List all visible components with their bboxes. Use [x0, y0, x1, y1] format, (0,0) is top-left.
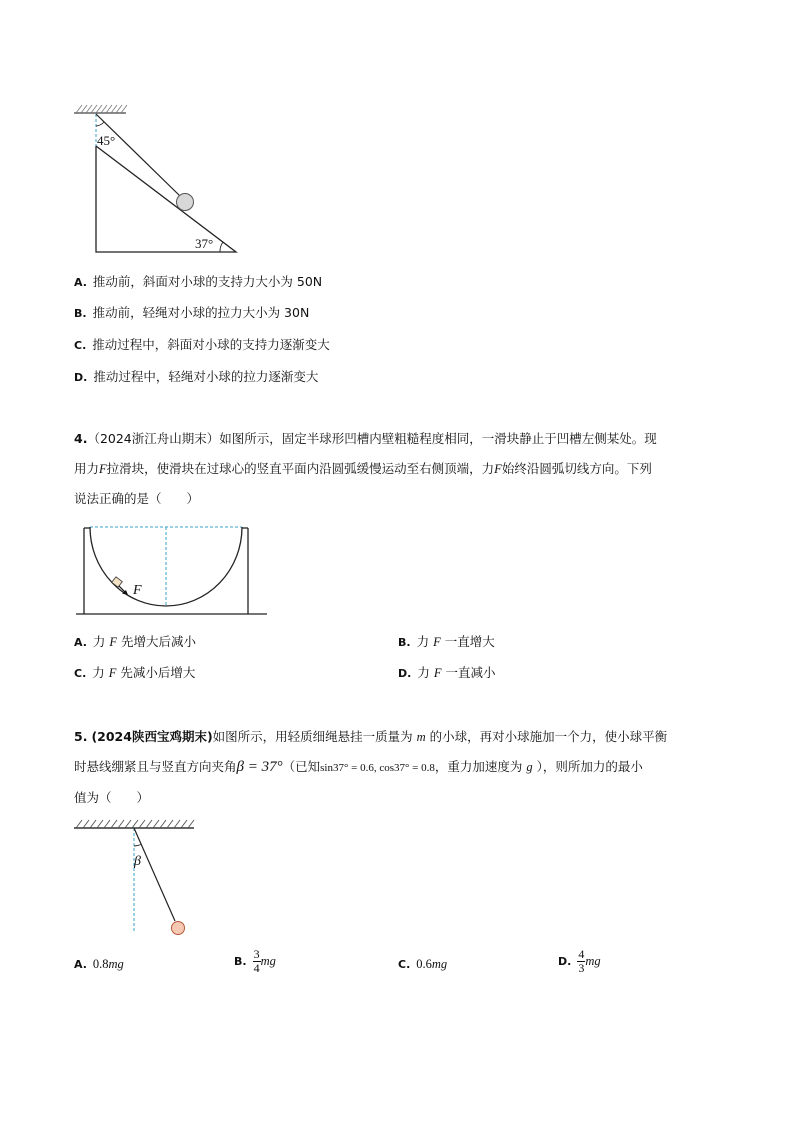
q4-option-d[interactable] [398, 665, 495, 682]
q5-text-1b: 的小球，再对小球施加一个力，使小球平衡 [429, 729, 668, 744]
ball [172, 922, 185, 935]
var-F: F [433, 666, 442, 680]
q5-option-c[interactable] [398, 956, 447, 973]
incline-figure [70, 100, 250, 260]
option-text: 一直增大 [444, 634, 495, 649]
q4-line-2 [74, 454, 724, 484]
option-text: 推动过程中，轻绳对小球的拉力逐渐变大 [93, 369, 319, 384]
option-text: 推动前，斜面对小球的支持力大小为 50N [92, 274, 323, 289]
var-m: m [416, 730, 426, 744]
pendulum-figure [70, 815, 210, 940]
var-g: g [526, 760, 533, 774]
option-label: C. [74, 667, 87, 680]
q5-line-1 [74, 722, 724, 752]
option-label: A. [74, 958, 87, 971]
ceiling-hatch [74, 820, 194, 828]
q4-line-1 [74, 424, 724, 454]
fraction-denominator: 3 [578, 961, 585, 975]
var-F: F [494, 462, 502, 476]
q5-text-1a: 如图所示，用轻质细绳悬挂一质量为 [212, 729, 413, 744]
option-text: 先减小后增大 [120, 665, 196, 680]
q4-line-3 [74, 484, 724, 514]
fraction [253, 948, 261, 975]
option-label: D. [558, 955, 572, 968]
option-unit: mg [108, 957, 124, 971]
q5-line-3 [74, 783, 724, 813]
fraction-numerator: 4 [578, 947, 585, 961]
var-F: F [433, 635, 441, 649]
q5-option-d[interactable] [558, 948, 601, 975]
option-value: 0.8 [92, 957, 109, 971]
q5-text-2a: 时悬线绷紧且与竖直方向夹角 [74, 759, 237, 774]
option-text: 推动前，轻绳对小球的拉力大小为 30N [92, 305, 310, 320]
option-text: 推动过程中，斜面对小球的支持力逐渐变大 [92, 337, 330, 352]
option-label: A. [74, 636, 87, 649]
var-F: F [109, 635, 118, 649]
option-text: 力 [92, 634, 106, 649]
q5-text-2c: ，重力加速度为 [434, 759, 523, 774]
q4-text-2b: 拉滑块，使滑块在过球心的竖直平面内沿圆弧缓慢运动至右侧顶端，力 [106, 461, 495, 476]
q4-text-3: 说法正确的是（ ） [74, 491, 200, 506]
string [134, 828, 175, 921]
q4-stem [74, 424, 724, 514]
option-text: 先增大后减小 [121, 634, 197, 649]
question-source: （2024浙江舟山期末） [87, 431, 220, 446]
option-unit: mg [431, 957, 448, 971]
option-unit: mg [585, 954, 601, 968]
q5-option-a[interactable] [74, 956, 124, 973]
option-label: B. [234, 955, 247, 968]
option-label: D. [398, 667, 412, 680]
angle-arc-bottom [220, 242, 223, 252]
q3-option-a[interactable] [74, 274, 322, 291]
option-text: 力 [417, 665, 430, 680]
q4-text-1: 如图所示，固定半球形凹槽内壁粗糙程度相同，一滑块静止于凹槽左侧某处。现 [219, 431, 657, 446]
question-number: 4. [74, 431, 88, 446]
option-label: C. [74, 339, 87, 352]
ceiling-hatch [74, 105, 127, 113]
option-text: 力 [92, 665, 105, 680]
q5-text-2b: （已知 [282, 759, 321, 774]
q5-text-3: 值为（ ） [74, 790, 150, 805]
beta-equation: β = 37° [236, 759, 283, 775]
q4-option-b[interactable] [398, 634, 495, 651]
force-label: F [133, 583, 142, 598]
option-label: A. [74, 276, 87, 289]
angle-arc-top [96, 122, 104, 126]
q4-text-2c: 始终沿圆弧切线方向。下列 [501, 461, 652, 476]
q3-option-b[interactable] [74, 305, 309, 322]
var-F: F [108, 666, 117, 680]
incline-block [96, 146, 236, 252]
q5-text-2d: ），则所加力的最小 [536, 759, 643, 774]
option-label: B. [74, 307, 87, 320]
trig-values: sin37° = 0.6, cos37° = 0.8 [320, 762, 435, 774]
question-number: 5. [74, 729, 88, 744]
var-F: F [99, 462, 107, 476]
option-label: C. [398, 958, 411, 971]
q4-text-2a: 用力 [74, 461, 100, 476]
fraction-numerator: 3 [253, 947, 260, 961]
option-value: 0.6 [416, 957, 432, 971]
q3-option-c[interactable] [74, 337, 330, 354]
beta-label: β [134, 854, 141, 869]
fraction-denominator: 4 [253, 961, 260, 975]
option-text: 一直减小 [445, 665, 496, 680]
q5-line-2 [74, 752, 724, 783]
q5-stem [74, 722, 724, 813]
hemisphere-figure [72, 520, 272, 620]
slider-block [112, 577, 123, 587]
option-label: B. [398, 636, 411, 649]
q4-option-c[interactable] [74, 665, 195, 682]
option-text: 力 [416, 634, 430, 649]
q4-option-a[interactable] [74, 634, 196, 651]
q3-option-d[interactable] [74, 369, 318, 386]
angle-label-45: 45° [97, 133, 116, 148]
option-label: D. [74, 371, 88, 384]
question-source: (2024陕西宝鸡期末) [91, 729, 213, 744]
angle-label-37: 37° [195, 236, 214, 251]
q5-option-b[interactable] [234, 948, 276, 975]
option-unit: mg [260, 954, 276, 968]
ball [177, 194, 194, 211]
angle-arc [134, 845, 141, 847]
